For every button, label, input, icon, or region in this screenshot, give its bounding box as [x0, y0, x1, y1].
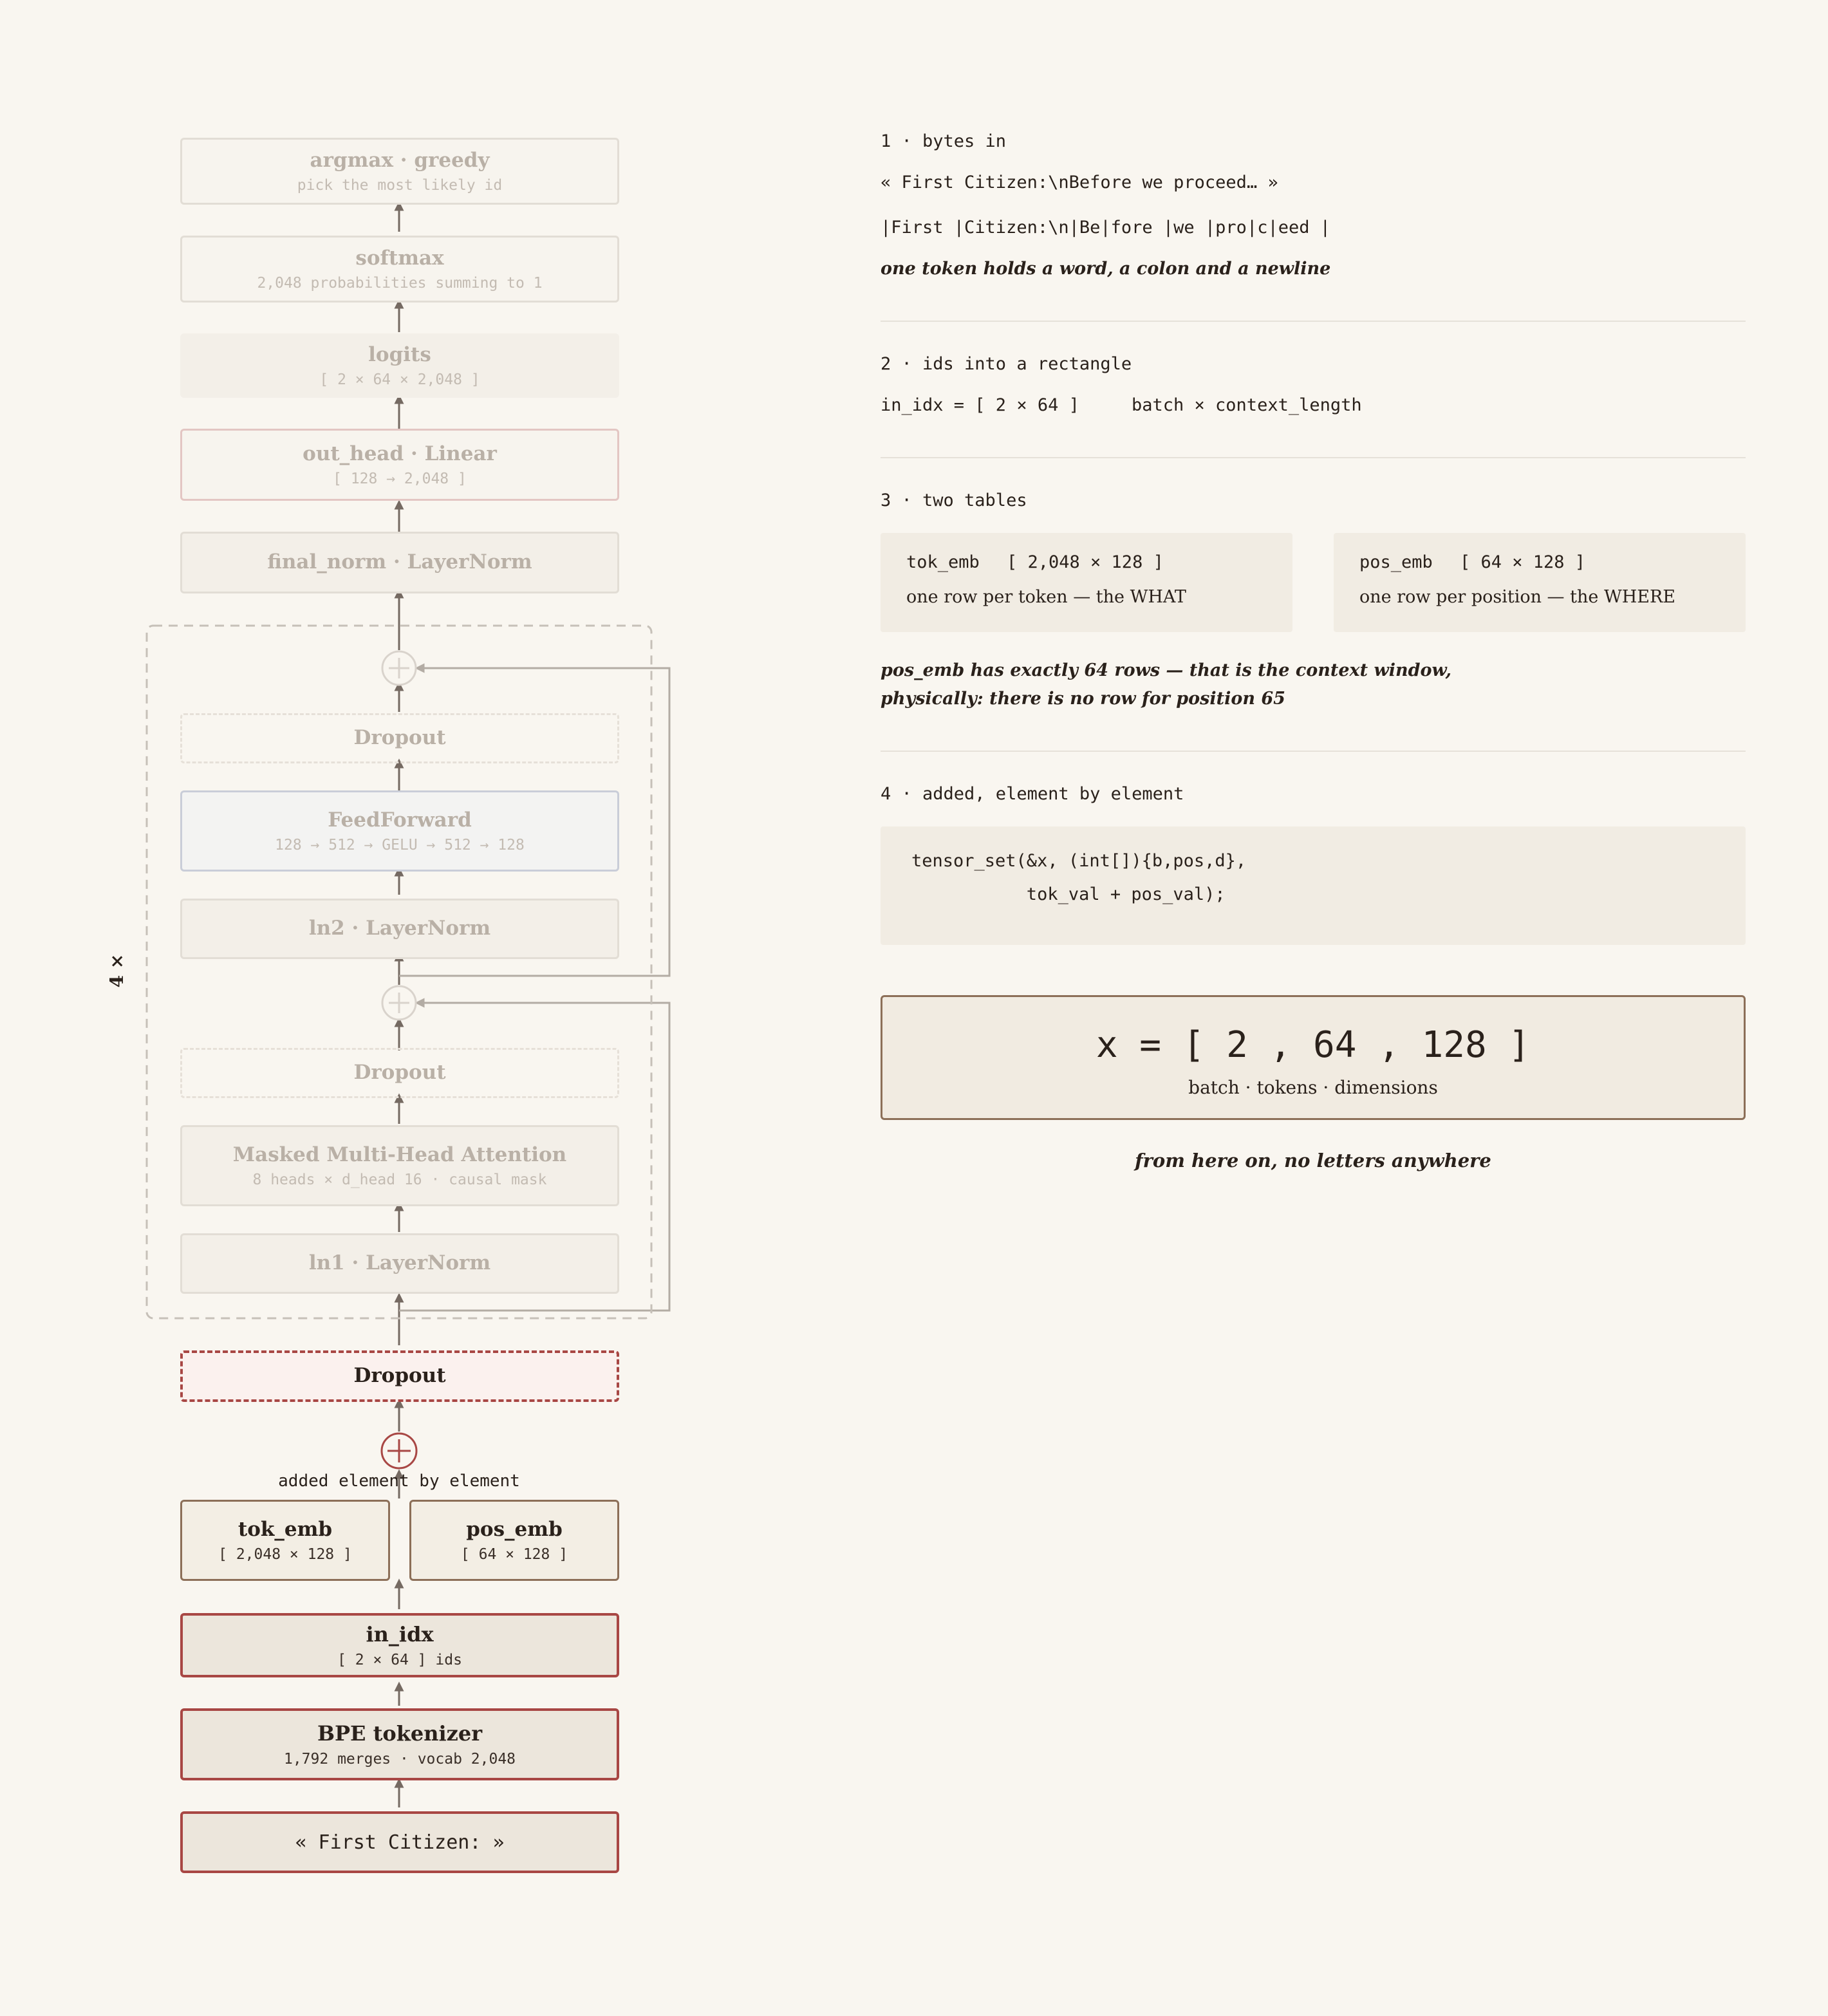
raw-input-text: « First Citizen:\nBefore we proceed… »: [881, 173, 1278, 192]
in-idx-title: in_idx: [366, 1622, 434, 1647]
residual-add-icon: [382, 986, 416, 1020]
code-line-1: tensor_set(&x, (int[]){b,pos,d},: [911, 851, 1247, 871]
result-footer: from here on, no letters anywhere: [1135, 1150, 1491, 1171]
section-3-heading: 3 · two tables: [881, 490, 1027, 510]
ln1-box: [180, 1233, 619, 1294]
pos-emb-box: [409, 1500, 619, 1581]
softmax-title: softmax: [355, 246, 444, 270]
argmax-box: [180, 138, 619, 205]
in-idx-shape: in_idx = [ 2 × 64 ]: [881, 395, 1079, 415]
pos-emb-card-desc: one row per position — the WHERE: [1359, 587, 1675, 607]
dropout-top-title: Dropout: [353, 726, 446, 750]
attention-title: Masked Multi-Head Attention: [232, 1143, 567, 1166]
added-element-label: added element by element: [278, 1471, 520, 1491]
feedforward-subtitle: 128 → 512 → GELU → 512 → 128: [275, 836, 525, 854]
in-idx-subtitle: [ 2 × 64 ] ids: [337, 1651, 462, 1668]
section-3-note-line-1: pos_emb has exactly 64 rows — that is the context window,: [881, 660, 1451, 680]
ln2-box: [180, 899, 619, 959]
divider: [881, 457, 1746, 458]
final-norm-box: [180, 532, 619, 593]
residual-add-icon: [382, 651, 416, 685]
tok-emb-box: [180, 1500, 390, 1581]
code-line-2: tok_val + pos_val);: [911, 884, 1226, 904]
attention-box: [180, 1125, 619, 1206]
tok-emb-card-shape: [ 2,048 × 128 ]: [1007, 552, 1164, 572]
divider: [881, 751, 1746, 752]
pos-emb-subtitle: [ 64 × 128 ]: [460, 1545, 568, 1563]
pos-emb-title: pos_emb: [466, 1517, 563, 1541]
dropout-mid-title: Dropout: [353, 1061, 446, 1085]
feedforward-title: FeedForward: [328, 808, 472, 832]
out-head-title: out_head · Linear: [303, 442, 497, 465]
embedding-dropout-title: Dropout: [353, 1364, 446, 1388]
tok-emb-card-desc: one row per token — the WHAT: [906, 587, 1186, 607]
embedding-add-icon: [382, 1433, 416, 1468]
in-idx-meaning: batch × context_length: [1132, 395, 1362, 415]
tok-emb-subtitle: [ 2,048 × 128 ]: [218, 1545, 352, 1563]
input-text-box: [180, 1811, 619, 1873]
feedforward-box: [180, 790, 619, 872]
result-caption: batch · tokens · dimensions: [1188, 1077, 1438, 1098]
argmax-subtitle: pick the most likely id: [297, 176, 503, 194]
dropout-top-box: [180, 713, 619, 763]
result-shape-box: [881, 995, 1746, 1120]
dropout-mid-box: [180, 1048, 619, 1098]
pos-emb-card: [1334, 533, 1746, 632]
token-split-text: |First |Citizen:\n|Be|fore |we |pro|c|eed |: [881, 218, 1330, 238]
section-4-heading: 4 · added, element by element: [881, 784, 1184, 804]
tokenizer-title: BPE tokenizer: [317, 1721, 483, 1746]
tokenizer-subtitle: 1,792 merges · vocab 2,048: [283, 1750, 516, 1768]
section-3-note-line-2: physically: there is no row for position 65: [881, 689, 1285, 709]
tokenizer-box: [180, 1708, 619, 1780]
in-idx-box: [180, 1613, 619, 1677]
logits-box: [180, 333, 619, 398]
tok-emb-card-name: tok_emb: [906, 552, 980, 572]
logits-title: logits: [368, 342, 431, 366]
section-1-heading: 1 · bytes in: [881, 131, 1007, 151]
code-block: [881, 826, 1746, 945]
ln1-title: ln1 · LayerNorm: [308, 1251, 491, 1275]
ln2-title: ln2 · LayerNorm: [308, 917, 491, 940]
argmax-title: argmax · greedy: [310, 148, 490, 172]
tok-emb-title: tok_emb: [238, 1517, 333, 1541]
softmax-subtitle: 2,048 probabilities summing to 1: [257, 274, 543, 292]
section-1-note: one token holds a word, a colon and a newline: [881, 259, 1331, 279]
out-head-subtitle: [ 128 → 2,048 ]: [333, 470, 467, 487]
logits-subtitle: [ 2 × 64 × 2,048 ]: [319, 371, 480, 388]
attention-subtitle: 8 heads × d_head 16 · causal mask: [252, 1171, 547, 1188]
out-head-box: [180, 429, 619, 501]
softmax-box: [180, 236, 619, 303]
pos-emb-card-shape: [ 64 × 128 ]: [1460, 552, 1586, 572]
pos-emb-card-name: pos_emb: [1359, 552, 1433, 572]
block-repeat-label: 4 ×: [106, 953, 127, 988]
tok-emb-card: [881, 533, 1292, 632]
result-shape: x = [ 2 , 64 , 128 ]: [1096, 1024, 1531, 1066]
final-norm-title: final_norm · LayerNorm: [267, 550, 532, 574]
embedding-dropout-box: [180, 1350, 619, 1402]
input-text: « First Citizen: »: [295, 1831, 505, 1854]
section-2-heading: 2 · ids into a rectangle: [881, 354, 1132, 374]
divider: [881, 321, 1746, 322]
